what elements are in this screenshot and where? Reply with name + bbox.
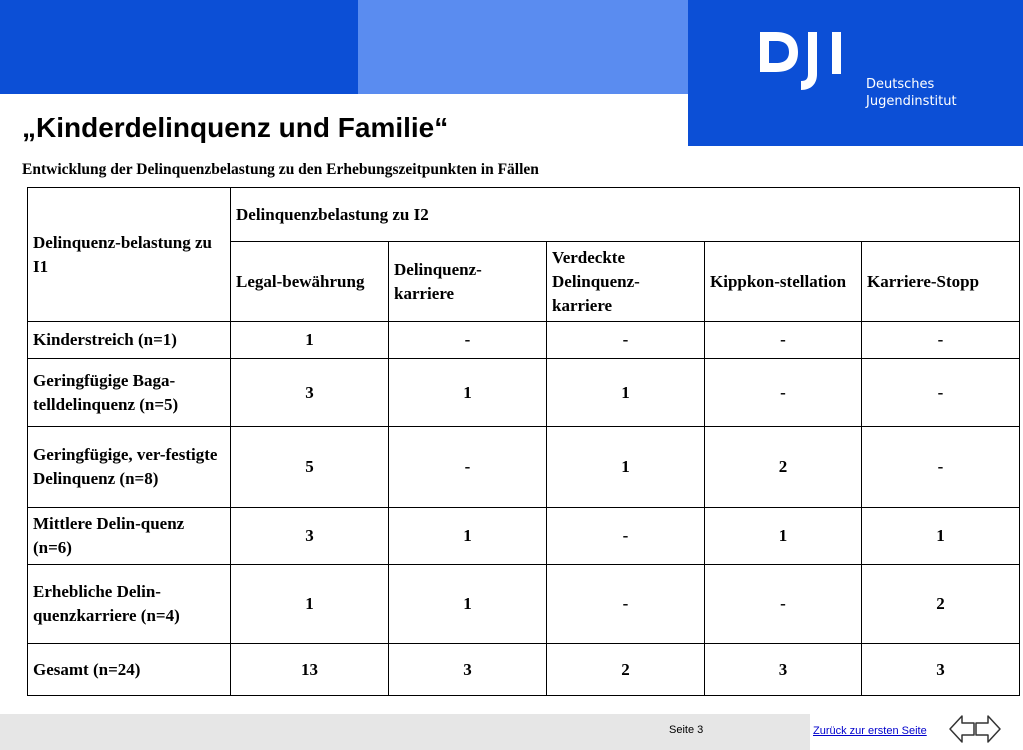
data-table bbox=[27, 187, 1020, 696]
table-cell: 3 bbox=[389, 644, 547, 696]
table-cell: 13 bbox=[231, 644, 389, 696]
table-cell: - bbox=[547, 565, 705, 644]
table-cell: 1 bbox=[389, 508, 547, 565]
header-band-light bbox=[358, 0, 688, 94]
table-cell: 1 bbox=[389, 565, 547, 644]
arrow-left-icon[interactable] bbox=[948, 712, 976, 746]
table-cell: 3 bbox=[231, 508, 389, 565]
logo-line-1: Deutsches bbox=[866, 77, 935, 92]
table-cell: 2 bbox=[547, 644, 705, 696]
table-cell: - bbox=[547, 322, 705, 359]
page-subtitle: Entwicklung der Delinquenzbelastung zu den Erhebungszeitpunkten in Fällen bbox=[22, 161, 539, 178]
row-label: Erhebliche Delin-quenzkarriere (n=4) bbox=[28, 565, 231, 644]
table-cell: - bbox=[862, 427, 1020, 508]
logo-wordmark bbox=[866, 76, 957, 110]
table-cell: 2 bbox=[705, 427, 862, 508]
column-header: Delinquenz-karriere bbox=[389, 242, 547, 322]
table-row bbox=[28, 322, 1020, 359]
group-header-cell: Delinquenzbelastung zu I2 bbox=[231, 188, 1020, 242]
column-header: Verdeckte Delinquenz-karriere bbox=[547, 242, 705, 322]
table-cell: 1 bbox=[389, 359, 547, 427]
table-cell: - bbox=[705, 359, 862, 427]
table-cell: 2 bbox=[862, 565, 1020, 644]
table-cell: - bbox=[862, 322, 1020, 359]
table-cell: 1 bbox=[705, 508, 862, 565]
row-label: Mittlere Delin-quenz (n=6) bbox=[28, 508, 231, 565]
row-label: Geringfügige, ver-festigte Delinquenz (n=8) bbox=[28, 427, 231, 508]
column-header: Legal-bewährung bbox=[231, 242, 389, 322]
table-cell: 1 bbox=[231, 322, 389, 359]
table-cell: 3 bbox=[862, 644, 1020, 696]
table-row bbox=[28, 508, 1020, 565]
table-cell: - bbox=[389, 427, 547, 508]
column-header: Karriere-Stopp bbox=[862, 242, 1020, 322]
row-header-cell: Delinquenz-belastung zu I1 bbox=[28, 188, 231, 322]
table-cell: 1 bbox=[231, 565, 389, 644]
page-title: „Kinderdelinquenz und Familie“ bbox=[22, 112, 449, 143]
table-cell: 1 bbox=[547, 359, 705, 427]
table-cell: 1 bbox=[547, 427, 705, 508]
dji-logo bbox=[688, 0, 1023, 146]
table-cell: 3 bbox=[705, 644, 862, 696]
back-to-first-page-link[interactable]: Zurück zur ersten Seite bbox=[813, 725, 927, 737]
logo-line-2: Jugendinstitut bbox=[866, 94, 957, 109]
table-cell: 5 bbox=[231, 427, 389, 508]
column-header: Kippkon-stellation bbox=[705, 242, 862, 322]
row-label: Gesamt (n=24) bbox=[28, 644, 231, 696]
table-cell: 3 bbox=[231, 359, 389, 427]
dji-logo-mark bbox=[758, 28, 858, 90]
table-cell: - bbox=[705, 565, 862, 644]
table-row bbox=[28, 565, 1020, 644]
footer-bar bbox=[0, 714, 810, 750]
table-cell: - bbox=[705, 322, 862, 359]
header-band-dark bbox=[0, 0, 358, 94]
row-label: Geringfügige Baga-telldelinquenz (n=5) bbox=[28, 359, 231, 427]
table-row bbox=[28, 427, 1020, 508]
table-row-total bbox=[28, 644, 1020, 696]
table-cell: - bbox=[389, 322, 547, 359]
table-row bbox=[28, 359, 1020, 427]
page-number: Seite 3 bbox=[669, 724, 704, 736]
arrow-right-icon[interactable] bbox=[974, 712, 1002, 746]
table-cell: 1 bbox=[862, 508, 1020, 565]
row-label: Kinderstreich (n=1) bbox=[28, 322, 231, 359]
table-cell: - bbox=[862, 359, 1020, 427]
table-cell: - bbox=[547, 508, 705, 565]
